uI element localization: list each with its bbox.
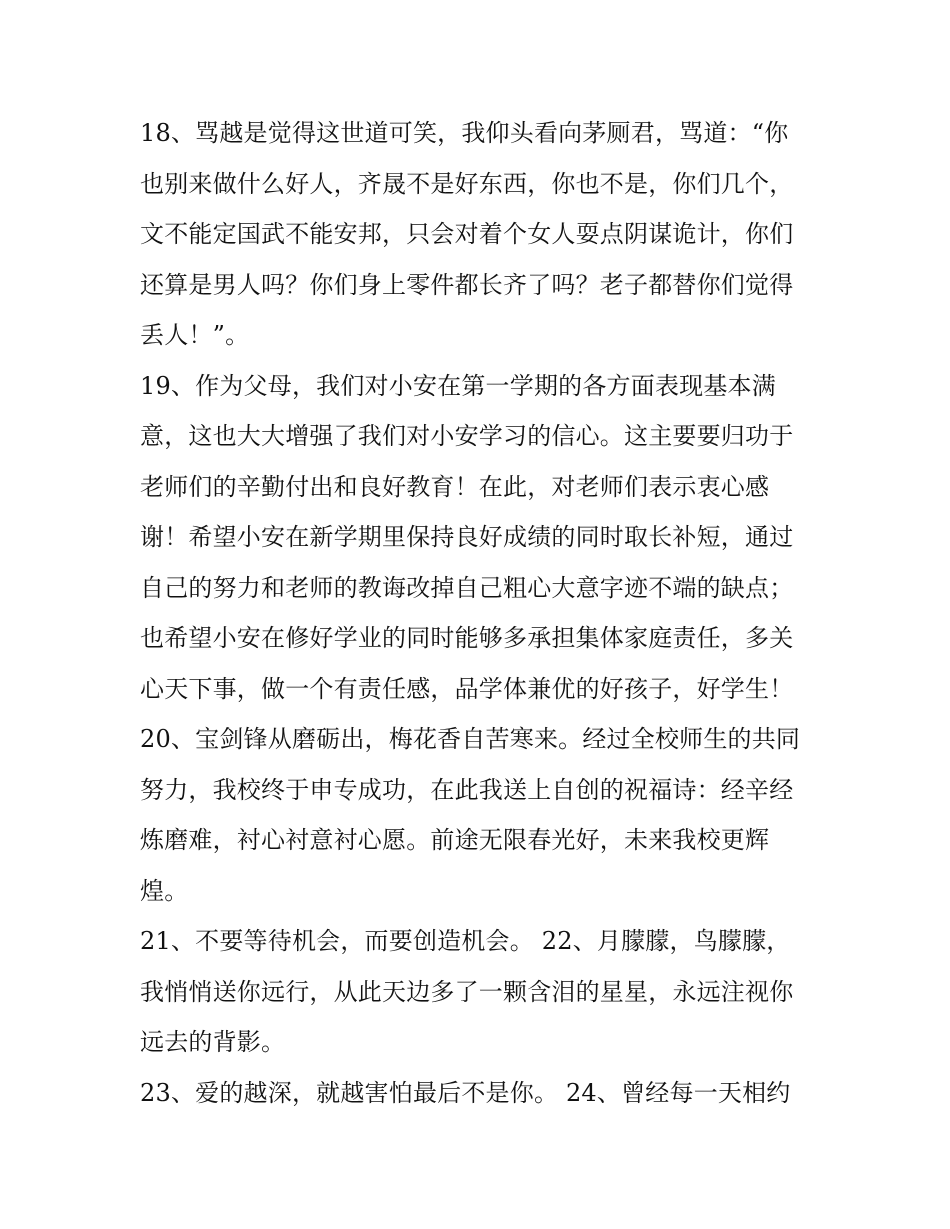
text-line: 远去的背影。 [140, 1028, 286, 1056]
text-line: 21、不要等待机会，而要创造机会。 22、月朦朦，鸟朦朦， [140, 927, 791, 955]
text-line: 炼磨难，衬心衬意衬心愿。前途无限春光好，未来我校更辉 [140, 826, 770, 854]
text-line: 23、爱的越深，就越害怕最后不是你。 24、曾经每一天相约 [140, 1078, 791, 1107]
text-line: 意，这也大大增强了我们对小安学习的信心。这主要要归功于 [140, 422, 794, 450]
text-line: 还算是男人吗？你们身上零件都长齐了吗？老子都替你们觉得 [140, 270, 794, 299]
text-line: 20、宝剑锋从磨砺出，梅花香自苦寒来。经过全校师生的共同 [140, 725, 801, 753]
text-line: 老师们的辛勤付出和良好教育！在此，对老师们表示衷心感 [140, 472, 770, 501]
text-line: 文不能定国武不能安邦，只会对着个女人耍点阴谋诡计，你们 [140, 220, 794, 248]
text-line: 努力，我校终于申专成功，在此我送上自创的祝福诗：经辛经 [140, 775, 794, 804]
text-line: 煌。 [140, 876, 189, 905]
text-line: 18、骂越是觉得这世道可笑，我仰头看向茅厕君，骂道：“你 [140, 119, 789, 147]
text-line: 我悄悄送你远行，从此天边多了一颗含泪的星星，永远注视你 [140, 977, 794, 1006]
text-line: 也别来做什么好人，齐晟不是好东西，你也不是，你们几个， [140, 169, 794, 198]
document-text-block [140, 108, 820, 1118]
text-line: 自己的努力和老师的教诲改掉自己粗心大意字迹不端的缺点； [140, 573, 794, 602]
text-line: 丢人！”。 [140, 321, 250, 349]
text-line: 谢！希望小安在新学期里保持良好成绩的同时取长补短，通过 [140, 523, 794, 551]
text-line: 心天下事，做一个有责任感，品学体兼优的好孩子，好学生！ [140, 674, 794, 703]
text-line: 19、作为父母，我们对小安在第一学期的各方面表现基本满 [140, 371, 776, 400]
text-line: 也希望小安在修好学业的同时能够多承担集体家庭责任，多关 [140, 624, 794, 652]
